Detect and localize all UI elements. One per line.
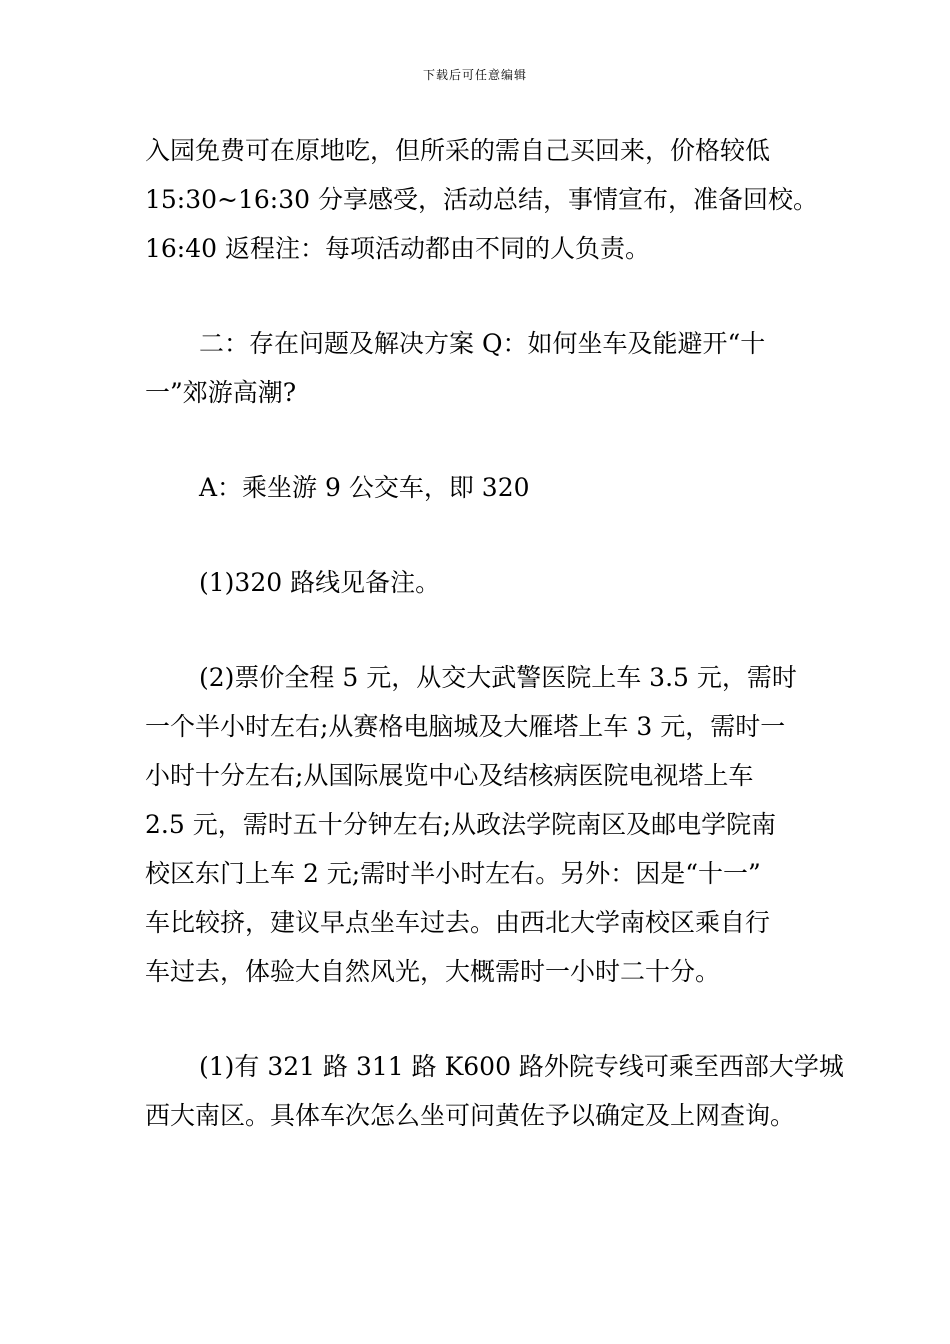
text-line: 车过去，体验大自然风光，大概需时一小时二十分。 [145, 957, 721, 986]
text-line: (1)有 321 路 311 路 K600 路外院专线可乘至西部大学城 [199, 1052, 844, 1081]
text-line: 小时十分左右;从国际展览中心及结核病医院电视塔上车 [145, 761, 754, 790]
text-line: 车比较挤，建议早点坐车过去。由西北大学南校区乘自行 [145, 908, 771, 937]
paragraph-route-note [145, 558, 820, 607]
text-line: 西大南区。具体车次怎么坐可问黄佐予以确定及上网查询。 [145, 1101, 796, 1130]
paragraph-other-routes [145, 1042, 844, 1140]
text-line: A：乘坐游 9 公交车，即 320 [199, 473, 530, 502]
text-line: 15:30~16:30 分享感受，活动总结，事情宣布，准备回校。 [145, 185, 818, 214]
text-line: 一个半小时左右;从赛格电脑城及大雁塔上车 3 元，需时一 [145, 712, 786, 741]
text-line: 一”郊游高潮? [145, 378, 297, 407]
page-header: 下载后可任意编辑 [422, 68, 527, 82]
text-line: (2)票价全程 5 元，从交大武警医院上车 3.5 元，需时 [199, 663, 797, 692]
text-line: 16:40 返程注：每项活动都由不同的人负责。 [145, 234, 650, 263]
paragraph-schedule [145, 126, 820, 273]
paragraph-problems-heading [145, 319, 820, 417]
text-line: 校区东门上车 2 元;需时半小时左右。另外：因是“十一” [145, 859, 761, 888]
text-line: 入园免费可在原地吃，但所采的需自己买回来，价格较低 [145, 136, 771, 165]
paragraph-fares [145, 653, 820, 996]
text-line: (1)320 路线见备注。 [199, 568, 441, 597]
document-body [145, 126, 844, 1140]
text-line: 二：存在问题及解决方案 Q：如何坐车及能避开“十 [199, 329, 766, 358]
text-line: 2.5 元，需时五十分钟左右;从政法学院南区及邮电学院南 [145, 810, 777, 839]
paragraph-answer [145, 463, 820, 512]
